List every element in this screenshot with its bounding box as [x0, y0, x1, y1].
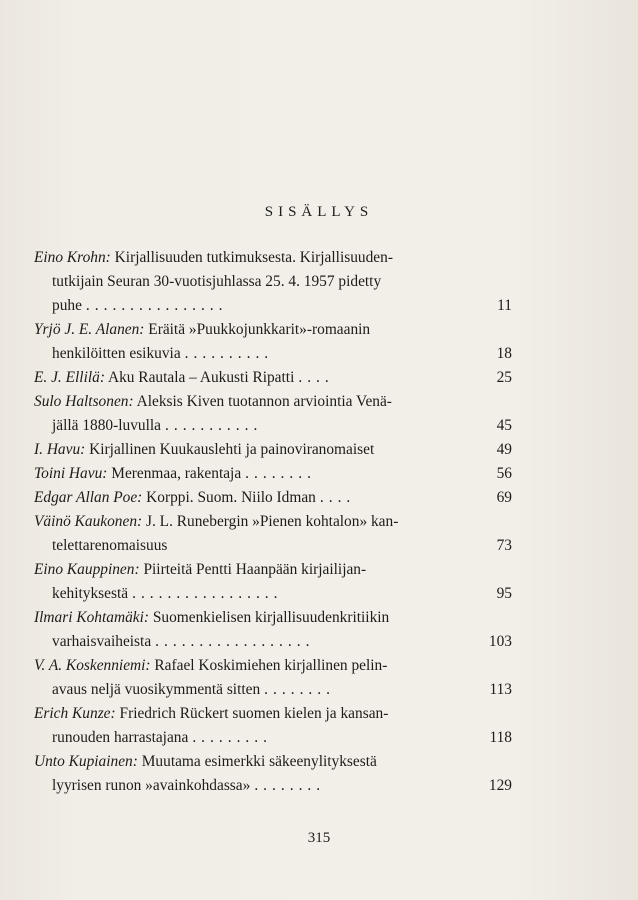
- toc-entry-continuation-line: [34, 414, 512, 438]
- toc-entry-continuation-line: [34, 270, 512, 294]
- toc-title-text: Kirjallisuuden tutkimuksesta. Kirjallisuuden-: [114, 249, 393, 266]
- toc-page-number: 129: [488, 777, 512, 794]
- toc-author: Eino Krohn:: [34, 249, 111, 266]
- toc-entry: [34, 366, 512, 390]
- leader-dots: ........: [264, 681, 335, 698]
- toc-author: Edgar Allan Poe:: [34, 489, 143, 506]
- toc-entry-first-line: [34, 246, 512, 270]
- leader-dots: .................: [132, 585, 283, 602]
- toc-title-text: lyyrisen runon »avainkohdassa»: [52, 777, 251, 794]
- toc-author: Toini Havu:: [34, 465, 108, 482]
- toc-author: Ilmari Kohtamäki:: [34, 609, 149, 626]
- toc-title-text: Merenmaa, rakentaja: [111, 465, 242, 482]
- toc-author: Sulo Haltsonen:: [34, 393, 134, 410]
- toc-page-number: 25: [496, 369, 512, 386]
- toc-page-number: 18: [496, 345, 512, 362]
- toc-page-number: 49: [496, 441, 512, 458]
- toc-entry-first-line: [34, 438, 512, 462]
- toc-entry: [34, 606, 512, 654]
- leader-dots: ....: [319, 489, 356, 506]
- toc-title-text: puhe: [52, 297, 82, 314]
- toc-title-text: henkilöitten esikuvia: [52, 345, 181, 362]
- toc-title-text: Eräitä »Puukkojunkkarit»-romaanin: [148, 321, 371, 338]
- toc-title-text: kehityksestä: [52, 585, 129, 602]
- toc-entry: [34, 486, 512, 510]
- toc-entry-first-line: [34, 366, 512, 390]
- table-of-contents: [34, 246, 512, 798]
- toc-entry: [34, 750, 512, 798]
- toc-entry-continuation-line: [34, 342, 512, 366]
- toc-entry: [34, 558, 512, 606]
- toc-page-number: 95: [496, 585, 512, 602]
- leader-dots: ........: [254, 777, 326, 794]
- toc-page-number: 73: [496, 537, 512, 554]
- toc-entry-first-line: [34, 750, 512, 774]
- toc-entry-continuation-line: [34, 774, 512, 798]
- toc-entry: [34, 318, 512, 366]
- leader-dots: ................: [85, 297, 228, 314]
- toc-entry-continuation-line: [34, 582, 512, 606]
- toc-entry-continuation-line: [34, 678, 512, 702]
- leader-dots: ..................: [155, 633, 315, 650]
- leader-dots: ....: [298, 369, 334, 386]
- toc-author: Yrjö J. E. Alanen:: [34, 321, 145, 338]
- toc-entry-first-line: [34, 390, 512, 414]
- toc-title-text: avaus neljä vuosikymmentä sitten: [52, 681, 261, 698]
- toc-title-text: Aku Rautala – Aukusti Ripatti: [107, 369, 295, 386]
- toc-entry-first-line: [34, 654, 512, 678]
- toc-page-number: 56: [496, 465, 512, 482]
- leader-dots: ..........: [184, 345, 274, 362]
- toc-title-text: Korppi. Suom. Niilo Idman: [146, 489, 316, 506]
- toc-entry-first-line: [34, 462, 512, 486]
- toc-entry-continuation-line: [34, 726, 512, 750]
- toc-title-text: Kirjallinen Kuukauslehti ja painoviranomaiset: [89, 441, 375, 458]
- toc-title-text: Friedrich Rückert suomen kielen ja kansan-: [119, 705, 389, 722]
- toc-author: E. J. Ellilä:: [34, 369, 105, 386]
- toc-title-text: J. L. Runebergin »Pienen kohtalon» kan-: [146, 513, 399, 530]
- toc-page-number: 118: [489, 729, 512, 746]
- toc-page-number: 103: [488, 633, 512, 650]
- toc-entry: [34, 390, 512, 438]
- toc-title-text: runouden harrastajana: [52, 729, 189, 746]
- toc-entry: [34, 702, 512, 750]
- toc-author: Unto Kupiainen:: [34, 753, 138, 770]
- toc-entry: [34, 462, 512, 486]
- page-title: SISÄLLYS: [264, 204, 374, 220]
- toc-title-text: telettarenomaisuus: [52, 537, 168, 554]
- toc-page-number: 113: [489, 681, 512, 698]
- toc-entry-first-line: [34, 558, 512, 582]
- toc-title-text: varhaisvaiheista: [52, 633, 152, 650]
- page-number: 315: [307, 830, 331, 846]
- toc-title-text: Aleksis Kiven tuotannon arviointia Venä-: [136, 393, 392, 410]
- toc-entry-first-line: [34, 606, 512, 630]
- toc-entry-continuation-line: [34, 294, 512, 318]
- toc-entry-continuation-line: [34, 630, 512, 654]
- toc-author: Väinö Kaukonen:: [34, 513, 143, 530]
- toc-title-text: Rafael Koskimiehen kirjallinen pelin-: [154, 657, 388, 674]
- toc-title-text: Piirteitä Pentti Haanpään kirjailijan-: [143, 561, 367, 578]
- toc-title-text: Muutama esimerkki säkeenylityksestä: [141, 753, 377, 770]
- toc-page-number: 69: [496, 489, 512, 506]
- toc-title-text: Suomenkielisen kirjallisuudenkritiikin: [152, 609, 390, 626]
- toc-author: Erich Kunze:: [34, 705, 116, 722]
- toc-entry-first-line: [34, 510, 512, 534]
- leader-dots: .........: [192, 729, 272, 746]
- leader-dots: ...........: [165, 417, 263, 434]
- toc-entry: [34, 246, 512, 318]
- toc-entry-first-line: [34, 702, 512, 726]
- toc-author: I. Havu:: [34, 441, 86, 458]
- toc-entry: [34, 654, 512, 702]
- toc-entry: [34, 510, 512, 558]
- toc-entry-continuation-line: [34, 534, 512, 558]
- toc-entry-first-line: [34, 486, 512, 510]
- toc-page-number: 11: [497, 297, 512, 314]
- toc-title-text: jällä 1880-luvulla: [52, 417, 161, 434]
- leader-dots: ........: [245, 465, 316, 482]
- toc-author: Eino Kauppinen:: [34, 561, 140, 578]
- toc-title-text: tutkijain Seuran 30-vuotisjuhlassa 25. 4. 1957 pidetty: [52, 273, 382, 290]
- toc-author: V. A. Koskenniemi:: [34, 657, 151, 674]
- toc-entry: [34, 438, 512, 462]
- toc-entry-first-line: [34, 318, 512, 342]
- toc-page-number: 45: [496, 417, 512, 434]
